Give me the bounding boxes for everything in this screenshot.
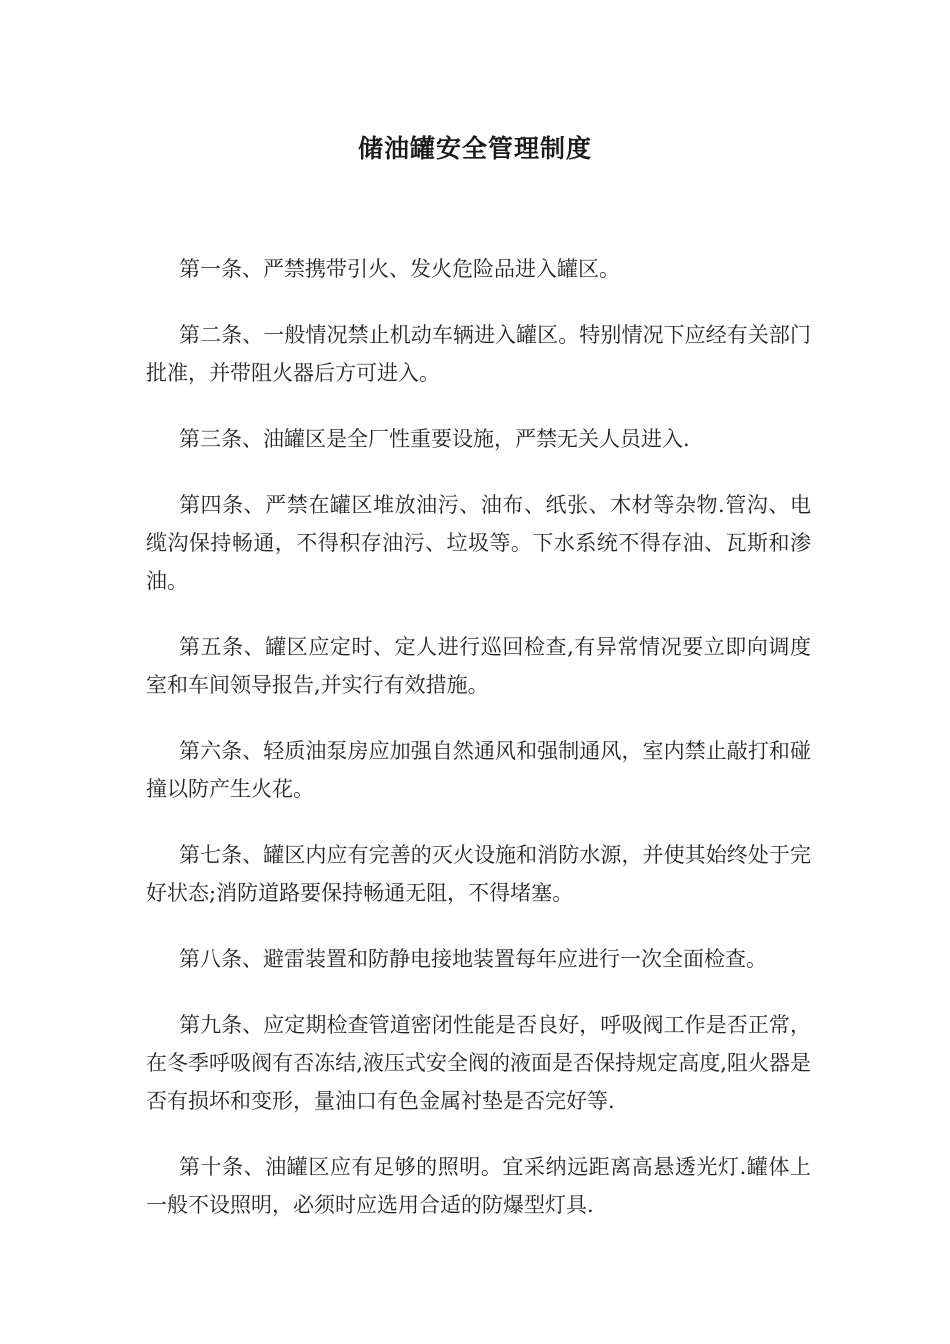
- document-body: [146, 250, 811, 1252]
- article-8: 第八条、避雷装置和防静电接地装置每年应进行一次全面检查。: [179, 947, 767, 971]
- article-6: 第六条、轻质油泵房应加强自然通风和强制通风，室内禁止敲打和碰撞以防产生火花。: [146, 739, 811, 801]
- article-4: 第四条、严禁在罐区堆放油污、油布、纸张、木材等杂物.管沟、电缆沟保持畅通，不得积存油污、垃圾等。下水系统不得存油、瓦斯和渗油。: [146, 493, 811, 593]
- page-title: 储油罐安全管理制度: [357, 134, 592, 163]
- article-7: 第七条、罐区内应有完善的灭火设施和消防水源，并使其始终处于完好状态;消防道路要保持畅通无阻，不得堵塞。: [146, 843, 811, 905]
- article-1: 第一条、严禁携带引火、发火危险品进入罐区。: [179, 257, 620, 281]
- article-2: 第二条、一般情况禁止机动车辆进入罐区。特别情况下应经有关部门批准，并带阻火器后方可进入。: [146, 323, 811, 385]
- article-10: 第十条、油罐区应有足够的照明。宜采纳远距离高悬透光灯.罐体上一般不设照明，必须时应选用合适的防爆型灯具.: [146, 1155, 811, 1217]
- article-5: 第五条、罐区应定时、定人进行巡回检查,有异常情况要立即向调度室和车间领导报告,并实行有效措施。: [146, 635, 811, 697]
- article-3: 第三条、油罐区是全厂性重要设施，严禁无关人员进入.: [179, 427, 690, 451]
- article-9: 第九条、应定期检查管道密闭性能是否良好，呼吸阀工作是否正常，在冬季呼吸阀有否冻结,液压式安全阀的液面是否保持规定高度,阻火器是否有损坏和变形，量油口有色金属衬垫是否完好等.: [146, 1013, 811, 1113]
